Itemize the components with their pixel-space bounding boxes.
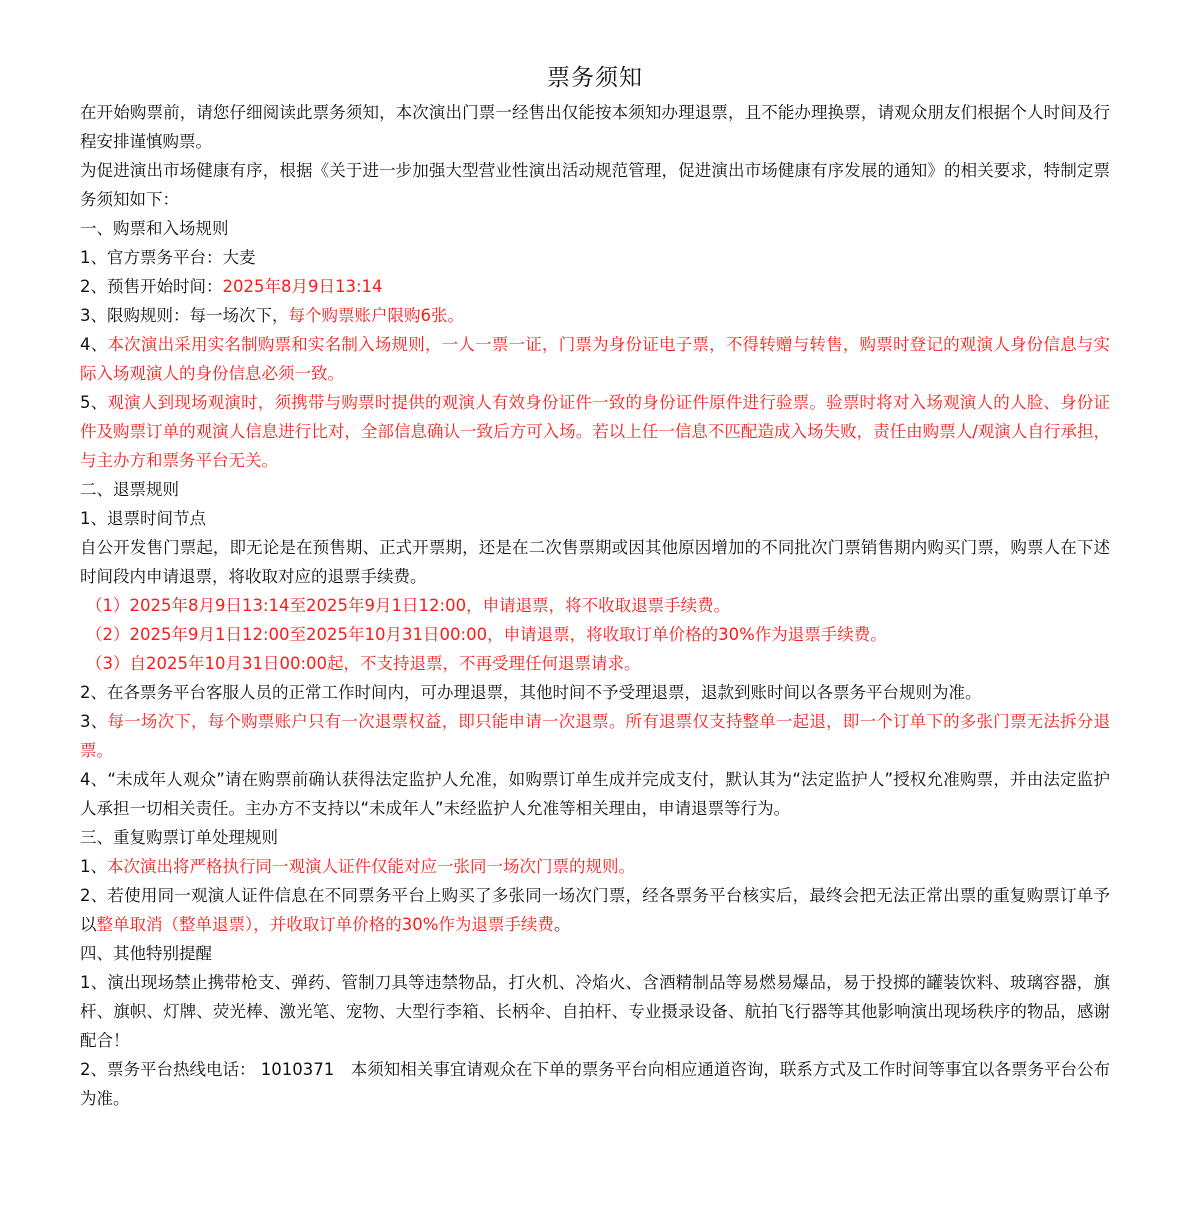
paragraph-s2-1-c bbox=[80, 649, 1110, 678]
highlight-text: （2）2025年9月1日12:00至2025年10月31日00:00，申请退票，将收取订单价格的30%作为退票手续费。 bbox=[86, 625, 887, 644]
body-text: 1、官方票务平台：大麦 bbox=[80, 248, 256, 267]
highlight-text: 每一场次下，每个购票账户只有一次退票权益，即只能申请一次退票。所有退票仅支持整单一起退，即一个订单下的多张门票无法拆分退票。 bbox=[80, 712, 1111, 760]
highlight-text: 每个购票账户限购6张。 bbox=[288, 306, 464, 325]
paragraph-s2-3 bbox=[80, 707, 1110, 765]
paragraph-s1-3 bbox=[80, 301, 1110, 330]
body-text: 4、 bbox=[80, 335, 108, 354]
paragraph-s2-4 bbox=[80, 765, 1110, 823]
paragraph-s2-1 bbox=[80, 504, 1110, 533]
body-text: 2、预售开始时间： bbox=[80, 277, 223, 296]
body-text: 。 bbox=[553, 915, 571, 934]
highlight-text: 本次演出采用实名制购票和实名制入场规则，一人一票一证，门票为身份证电子票，不得转赠与转售，购票时登记的观演人身份信息与实际入场观演人的身份信息必须一致。 bbox=[80, 335, 1111, 383]
highlight-text: 整单取消（整单退票），并收取订单价格的30%作为退票手续费 bbox=[96, 915, 554, 934]
body-text: 2、在各票务平台客服人员的正常工作时间内，可办理退票，其他时间不予受理退票，退款到账时间以各票务平台规则为准。 bbox=[80, 683, 982, 702]
body-text: 2、若使用同一观演人证件信息在不同票务平台上购买了多张同一场次门票，经各票务平台核实后，最终会把无法正常出票的重复购票订单予以 bbox=[80, 886, 1110, 934]
body-text: 一、购票和入场规则 bbox=[80, 219, 229, 238]
paragraph-s4-2 bbox=[80, 1055, 1110, 1113]
paragraph-s1-2 bbox=[80, 272, 1110, 301]
paragraph-s1-1 bbox=[80, 243, 1110, 272]
body-text: 1、退票时间节点 bbox=[80, 509, 206, 528]
paragraph-p2 bbox=[80, 156, 1110, 214]
highlight-text: （3）自2025年10月31日00:00起，不支持退票，不再受理任何退票请求。 bbox=[86, 654, 641, 673]
highlight-text: 2025年8月9日13:14 bbox=[222, 277, 383, 296]
body-text: 自公开发售门票起，即无论是在预售期、正式开票期，还是在二次售票期或因其他原因增加的不同批次门票销售期内购买门票，购票人在下述时间段内申请退票，将收取对应的退票手续费。 bbox=[80, 538, 1110, 586]
body-text: 3、限购规则：每一场次下， bbox=[80, 306, 289, 325]
body-text: 二、退票规则 bbox=[80, 480, 179, 499]
body-text: 三、重复购票订单处理规则 bbox=[80, 828, 278, 847]
paragraph-s1-5 bbox=[80, 388, 1110, 475]
body-text: 在开始购票前，请您仔细阅读此票务须知，本次演出门票一经售出仅能按本须知办理退票，且不能办理换票，请观众朋友们根据个人时间及行程安排谨慎购票。 bbox=[80, 103, 1110, 151]
paragraph-s3 bbox=[80, 823, 1110, 852]
highlight-text: 本次演出将严格执行同一观演人证件仅能对应一张同一场次门票的规则。 bbox=[107, 857, 635, 876]
paragraph-s2-2 bbox=[80, 678, 1110, 707]
body-text: 1、演出现场禁止携带枪支、弹药、管制刀具等违禁物品，打火机、冷焰火、含酒精制品等易燃易爆品，易于投掷的罐装饮料、玻璃容器，旗杆、旗帜、灯牌、荧光棒、激光笔、宠物、大型行李箱、长柄伞、自拍杆、专业摄录设备、航拍飞行器等其他影响演出现场秩序的物品，感谢配合！ bbox=[80, 973, 1110, 1050]
highlight-text: （1）2025年8月9日13:14至2025年9月1日12:00，申请退票，将不收取退票手续费。 bbox=[86, 596, 731, 615]
body-text: 5、 bbox=[80, 393, 108, 412]
paragraph-p1 bbox=[80, 98, 1110, 156]
paragraph-s3-1 bbox=[80, 852, 1110, 881]
body-text: 1、 bbox=[80, 857, 107, 876]
paragraph-s3-2 bbox=[80, 881, 1110, 939]
paragraph-s2-1-desc bbox=[80, 533, 1110, 591]
body-text: 四、其他特别提醒 bbox=[80, 944, 212, 963]
paragraph-s2-1-b bbox=[80, 620, 1110, 649]
paragraph-s4-1 bbox=[80, 968, 1110, 1055]
paragraph-s2 bbox=[80, 475, 1110, 504]
paragraph-s1 bbox=[80, 214, 1110, 243]
paragraph-s4 bbox=[80, 939, 1110, 968]
highlight-text: 观演人到现场观演时，须携带与购票时提供的观演人有效身份证件一致的身份证件原件进行验票。验票时将对入场观演人的人脸、身份证件及购票订单的观演人信息进行比对，全部信息确认一致后方可入场。若以上任一信息不匹配造成入场失败，责任由购票人/观演人自行承担，与主办方和票务平台无关。 bbox=[80, 393, 1111, 470]
body-text: 4、“未成年人观众”请在购票前确认获得法定监护人允准，如购票订单生成并完成支付，默认其为“法定监护人”授权允准购票，并由法定监护人承担一切相关责任。主办方不支持以“未成年人”未经监护人允准等相关理由，申请退票等行为。 bbox=[80, 770, 1110, 818]
paragraph-s1-4 bbox=[80, 330, 1110, 388]
notice-body bbox=[80, 98, 1110, 1113]
body-text: 2、票务平台热线电话： 1010371 本须知相关事宜请观众在下单的票务平台向相应通道咨询，联系方式及工作时间等事宜以各票务平台公布为准。 bbox=[80, 1060, 1110, 1108]
notice-document bbox=[80, 58, 1110, 1113]
body-text: 3、 bbox=[80, 712, 108, 731]
page-title: 票务须知 bbox=[547, 65, 643, 91]
paragraph-s2-1-a bbox=[80, 591, 1110, 620]
body-text: 为促进演出市场健康有序，根据《关于进一步加强大型营业性演出活动规范管理，促进演出市场健康有序发展的通知》的相关要求，特制定票务须知如下： bbox=[80, 161, 1110, 209]
